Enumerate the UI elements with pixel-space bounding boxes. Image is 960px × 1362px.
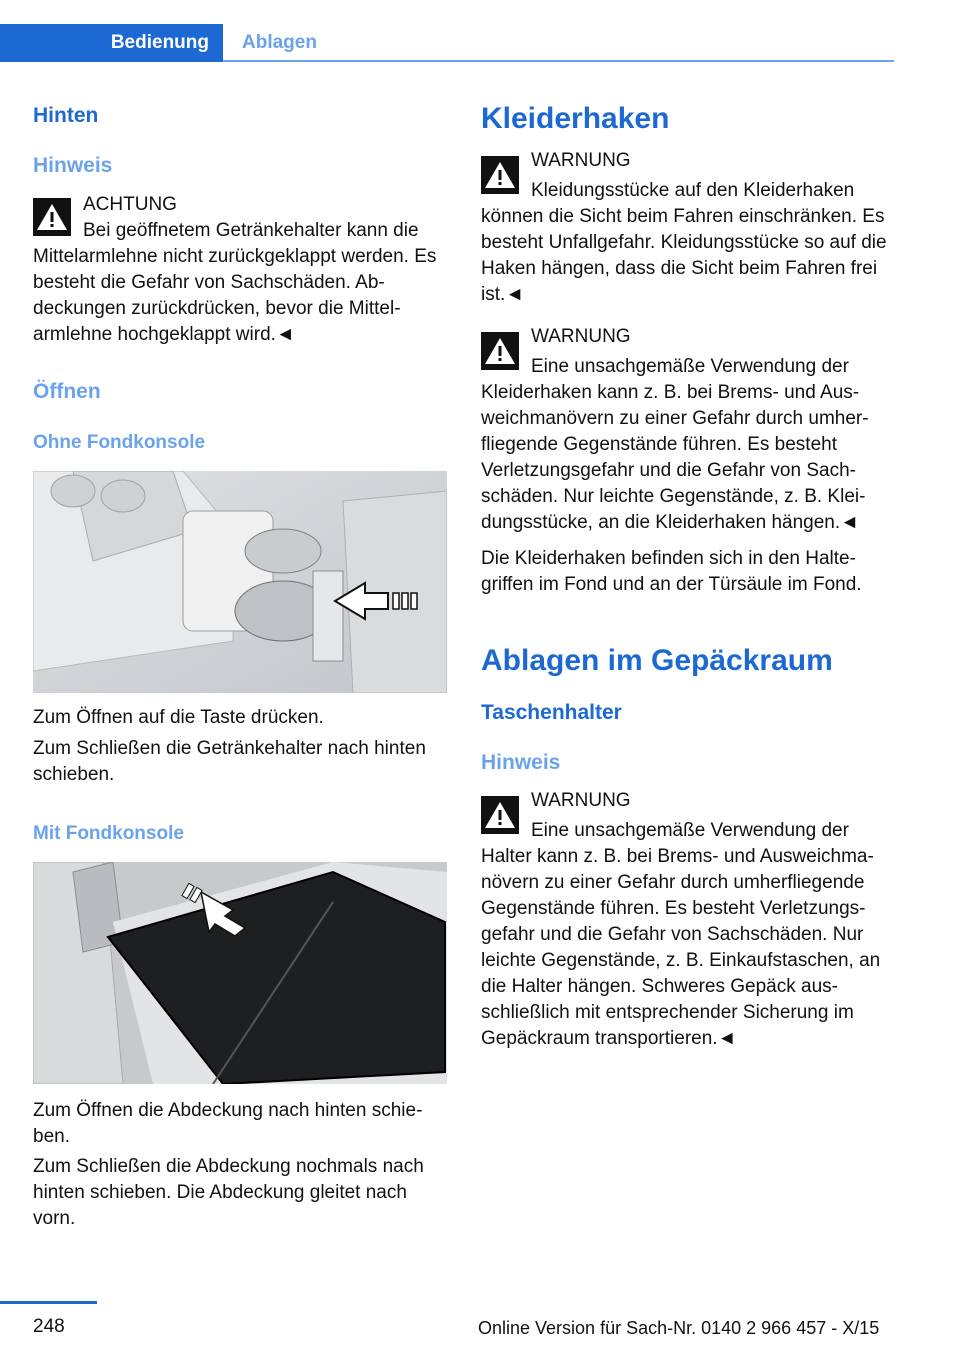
text-haltegriffe: Die Kleiderhaken befinden sich in den Haltegriffen im Fond und an der Türsäule im Fond. [481, 548, 862, 595]
footer-rule [0, 1301, 97, 1304]
warning-text: Kleidungsstücke auf den Kleiderhaken können die Sicht beim Fahren einschränken. Es besteht Unfallgefahr. Kleidungsstücke so auf die Haken hängen, dass die Sicht beim Fahren frei ist.◄ [481, 180, 887, 305]
warning-achtung [33, 194, 447, 354]
warning-label: WARNUNG [531, 790, 631, 811]
heading-taschenhalter: Taschenhalter [481, 701, 622, 724]
tab-ablagen[interactable]: Ablagen [242, 32, 317, 53]
page-number: 248 [33, 1316, 65, 1337]
warning-text: Bei geöffnetem Getränkehalter kann die Mittelarmlehne nicht zurückgeklappt werden. Es besteht die Gefahr von Sachschäden. Abdeckungen zurückdrücken, bevor die Mittelarmlehne hochgeklappt wird.◄ [33, 220, 437, 345]
warning-text: Eine unsachgemäße Verwendung der Halter kann z. B. bei Brems- und Ausweichmanövern zu einer Gefahr durch umherfliegende Gegenstände führen. Es besteht Verletzungsgefahr und die Gefahr von Sachschäden. Nur leichte Gegenstände, z. B. Einkaufstaschen, an die Halter hängen. Schweres Gepäck ausschließlich mit entsprechender Sicherung im Gepäckraum transportieren.◄ [481, 820, 881, 1049]
heading-ablagen-gepaeckraum: Ablagen im Gepäckraum [481, 644, 833, 677]
chapter-tabs [0, 24, 894, 62]
heading-mit-fondkonsole: Mit Fondkonsole [33, 823, 184, 844]
text-schliessen-abdeckung: Zum Schließen die Abdeckung nochmals nach hinten schieben. Die Abdeckung gleitet nach vorn. [33, 1156, 424, 1229]
heading-kleiderhaken: Kleiderhaken [481, 102, 670, 135]
warning-text: Eine unsachgemäße Verwendung der Kleiderhaken kann z. B. bei Brems- und Ausweichmanövern zu einer Gefahr durch umherfliegende Gegenstände führen. Es besteht Verletzungsgefahr und die Gefahr von Sachschäden. Nur leichte Gegenstände, z. B. Kleidungsstücke, an die Kleiderhaken hängen.◄ [481, 356, 869, 533]
text-oeffnen-abdeckung: Zum Öffnen die Abdeckung nach hinten schieben. [33, 1100, 423, 1147]
photo-cupholder [33, 471, 447, 693]
heading-hinweis: Hinweis [33, 154, 113, 177]
warning-kleiderhaken-gefahr [481, 328, 895, 538]
warning-label: ACHTUNG [83, 194, 177, 215]
warning-taschenhalter [481, 792, 895, 1062]
heading-hinweis-2: Hinweis [481, 751, 561, 774]
heading-hinten: Hinten [33, 104, 99, 127]
text-schliessen-getraenkehalter: Zum Schließen die Getränkehalter nach hinten schieben. [33, 738, 426, 785]
warning-kleiderhaken-sicht [481, 152, 895, 312]
warning-label: WARNUNG [531, 150, 631, 171]
tab-bedienung[interactable]: Bedienung [0, 24, 223, 62]
text-oeffnen-taste: Zum Öffnen auf die Taste drücken. [33, 707, 324, 728]
heading-oeffnen: Öffnen [33, 380, 101, 403]
warning-label: WARNUNG [531, 326, 631, 347]
photo-fondkonsole [33, 862, 447, 1084]
footer-online-version: Online Version für Sach-Nr. 0140 2 966 457 - X/15 [478, 1318, 880, 1338]
heading-ohne-fondkonsole: Ohne Fondkonsole [33, 432, 206, 453]
